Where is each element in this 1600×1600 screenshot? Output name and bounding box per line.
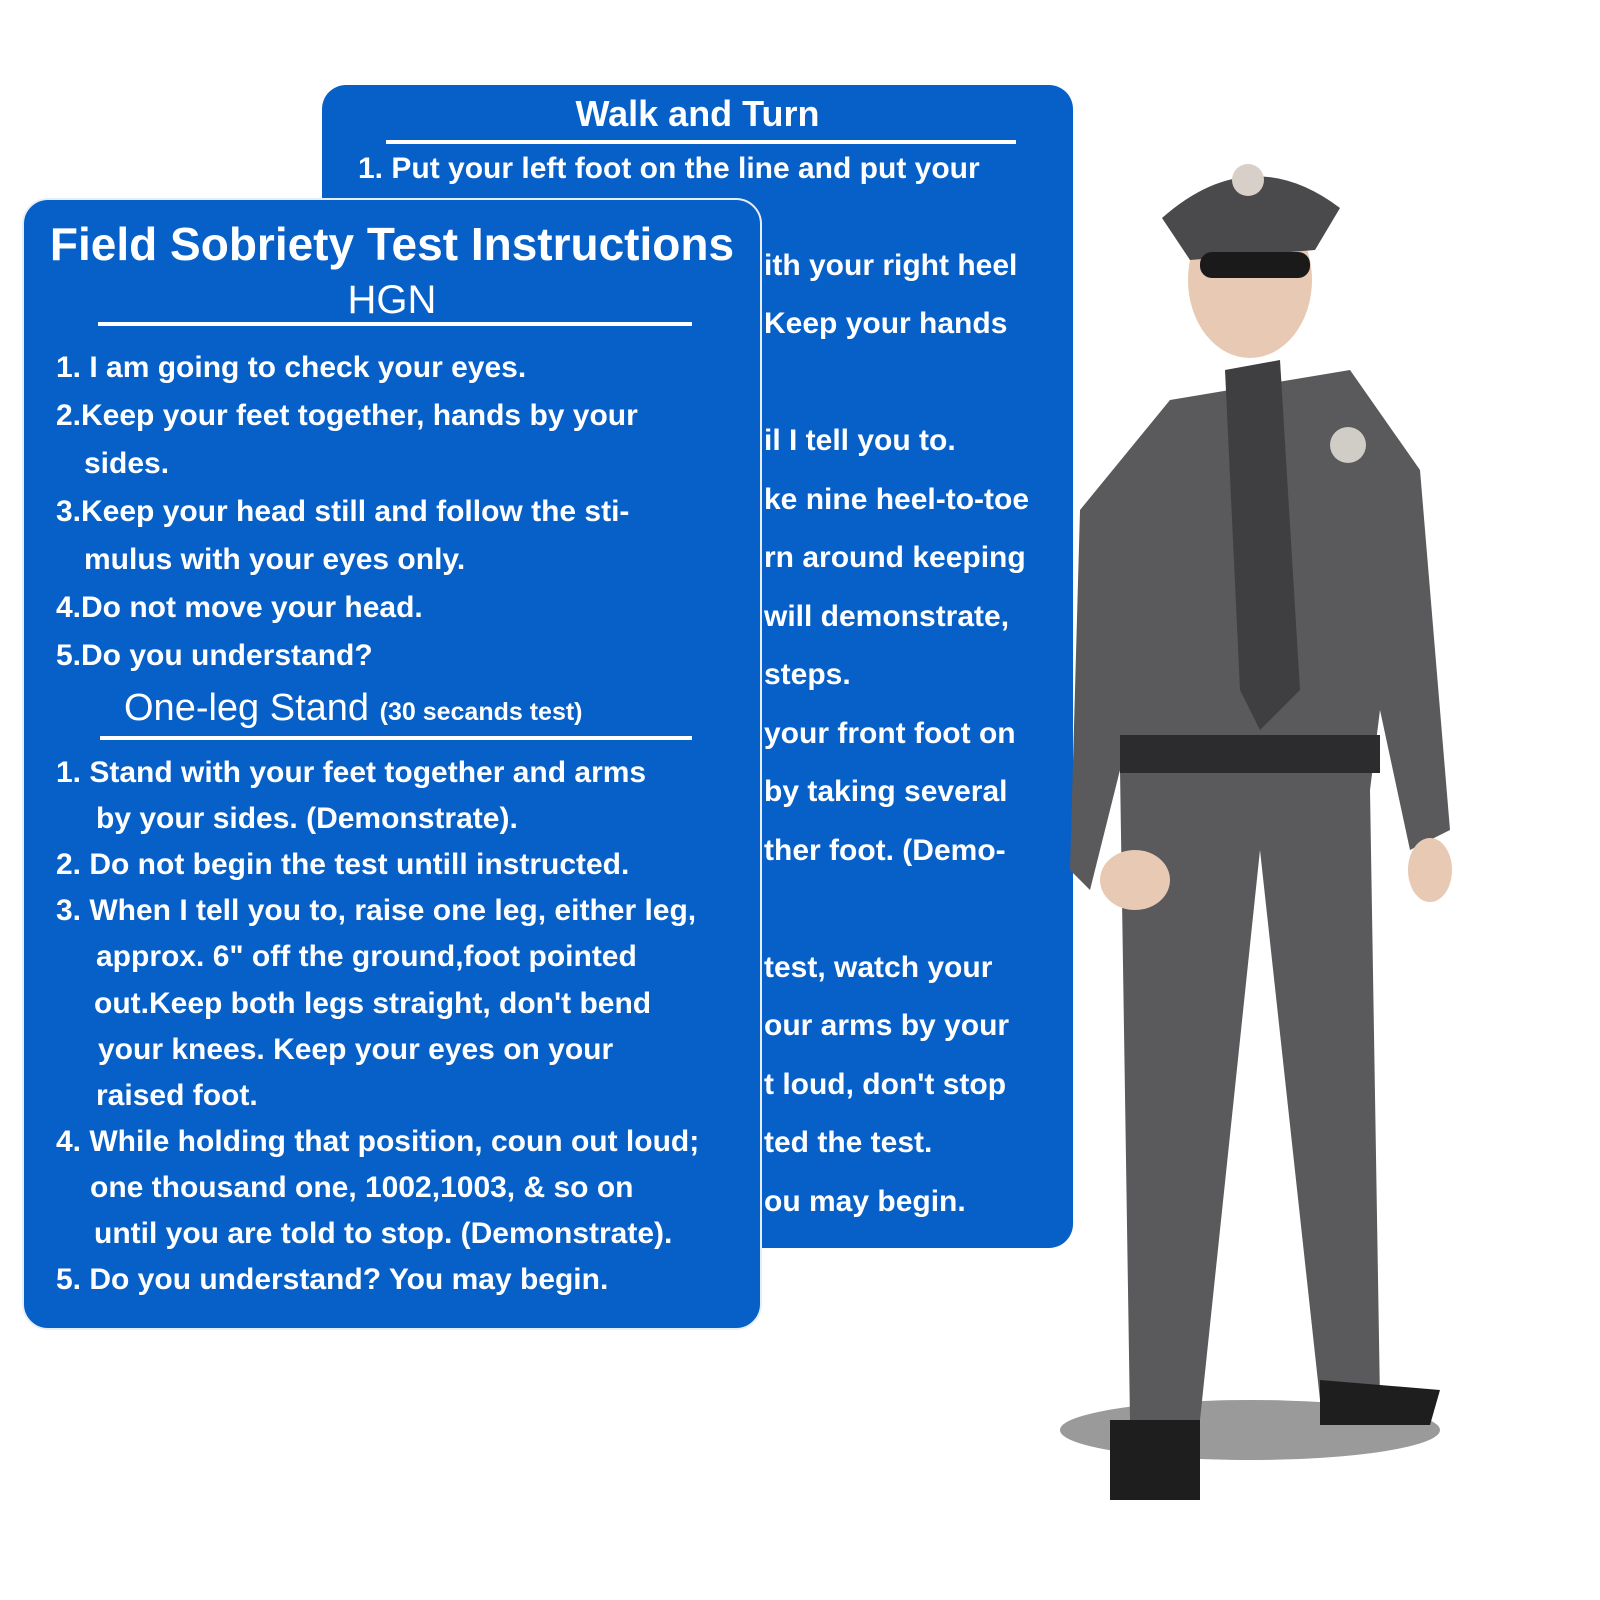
one-leg-stand-note: (30 secands test)	[379, 698, 583, 726]
back-line-fragment: t loud, don't stop	[764, 1067, 1007, 1101]
hgn-instruction: sides.	[84, 447, 170, 480]
one-leg-instruction: your knees. Keep your eyes on your	[98, 1032, 614, 1066]
back-line-fragment: ted the test.	[764, 1126, 933, 1159]
hgn-underline	[98, 322, 692, 326]
walk-and-turn-title: Walk and Turn	[575, 93, 820, 134]
hgn-instruction: 2.Keep your feet together, hands by your	[56, 399, 638, 432]
back-line-fragment: ou may begin.	[764, 1184, 966, 1218]
back-line-fragment: test, watch your	[764, 950, 993, 984]
hgn-instruction: 4.Do not move your head.	[56, 591, 423, 624]
one-leg-instruction: out.Keep both legs straight, don't bend	[94, 986, 652, 1020]
right-hand	[1408, 838, 1452, 902]
card-title: Field Sobriety Test Instructions	[49, 218, 735, 270]
one-leg-instruction: 3. When I tell you to, raise one leg, either leg,	[56, 894, 697, 928]
one-leg-instruction: by your sides. (Demonstrate).	[96, 802, 518, 836]
back-line-fragment: ke nine heel-to-toe	[764, 482, 1030, 516]
title-underline	[386, 140, 1016, 144]
one-leg-instruction: approx. 6" off the ground,foot pointed	[96, 940, 637, 974]
hgn-heading: HGN	[347, 278, 437, 322]
right-shoe	[1320, 1380, 1440, 1425]
back-line-fragment: will demonstrate,	[764, 599, 1010, 633]
back-line-fragment: Keep your hands	[764, 307, 1008, 340]
one-leg-instruction: 5. Do you understand? You may begin.	[56, 1263, 609, 1297]
hgn-instruction: 3.Keep your head still and follow the sti-	[56, 495, 630, 528]
badge-icon	[1330, 427, 1366, 463]
back-line-fragment: il I tell you to.	[764, 424, 956, 457]
hgn-instruction: mulus with your eyes only.	[84, 543, 466, 576]
one-leg-stand-title: One-leg Stand	[124, 687, 370, 729]
back-line-fragment: your front foot on	[764, 716, 1016, 750]
back-line-fragment: steps.	[764, 658, 851, 691]
back-line-fragment: by taking several	[764, 775, 1008, 808]
left-hand	[1100, 850, 1170, 910]
back-line-1: 1. Put your left foot on the line and put your	[358, 152, 980, 185]
one-leg-instruction: 2. Do not begin the test untill instructed.	[56, 848, 630, 882]
one-leg-stand-heading	[124, 687, 583, 733]
back-line-fragment: ther foot. (Demo-	[764, 833, 1006, 867]
back-line-fragment: our arms by your	[764, 1009, 1010, 1042]
one-leg-instruction: one thousand one, 1002,1003, & so on	[90, 1170, 634, 1204]
back-line-fragment: rn around keeping	[764, 541, 1026, 574]
one-leg-underline	[100, 736, 692, 740]
left-shoe	[1110, 1420, 1200, 1500]
back-line-fragment: ith your right heel	[764, 248, 1018, 282]
one-leg-instruction: 4. While holding that position, coun out loud;	[56, 1124, 700, 1158]
police-officer-illustration	[1050, 150, 1470, 1520]
hgn-instruction: 5.Do you understand?	[56, 639, 373, 672]
one-leg-instruction: raised foot.	[96, 1078, 258, 1112]
field-sobriety-card	[22, 198, 762, 1330]
hgn-instruction: 1. I am going to check your eyes.	[56, 351, 527, 384]
sunglasses-icon	[1200, 252, 1310, 278]
cap-badge-icon	[1232, 164, 1264, 196]
belt	[1120, 735, 1380, 773]
one-leg-instruction: 1. Stand with your feet together and arms	[56, 756, 647, 789]
one-leg-instruction: until you are told to stop. (Demonstrate).	[94, 1217, 673, 1250]
